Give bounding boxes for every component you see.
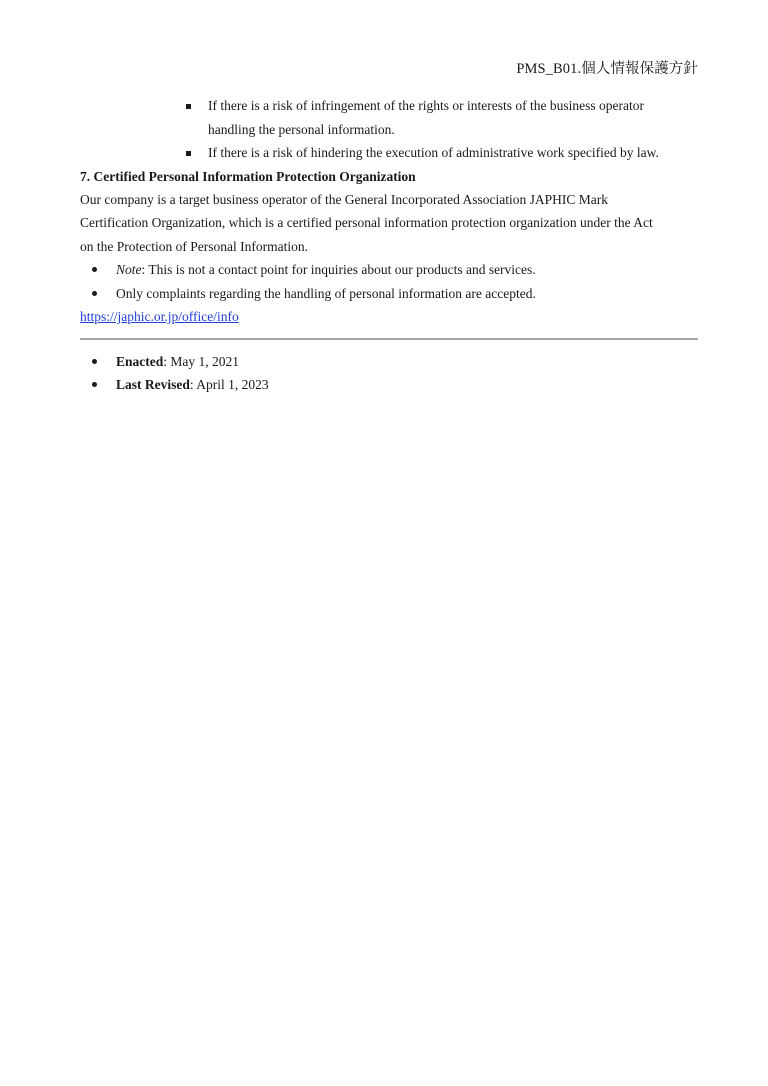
exception-list [80, 94, 698, 165]
revision-list [80, 350, 698, 397]
dot-bullet-icon [92, 359, 97, 364]
paragraph-line: Our company is a target business operator of the General Incorporated Association JAPHIC Mark [80, 191, 608, 207]
list-item-note [80, 258, 698, 282]
list-item [80, 141, 698, 165]
horizontal-divider [80, 338, 698, 340]
notice-list [80, 258, 698, 305]
list-item [80, 94, 698, 141]
list-item-revised [80, 373, 698, 397]
document-body [80, 94, 698, 397]
square-bullet-icon [186, 104, 191, 109]
note-label: Note [116, 262, 142, 277]
japhic-link[interactable]: https://japhic.or.jp/office/info [80, 309, 239, 324]
list-item-text-line1: If there is a risk of infringement of the rights or interests of the business operator [208, 98, 645, 113]
list-item-complaints [80, 282, 698, 306]
dot-bullet-icon [92, 382, 97, 387]
list-item-text-line2: handling the personal information. [208, 121, 395, 137]
dot-bullet-icon [92, 267, 97, 272]
square-bullet-icon [186, 151, 191, 156]
paragraph-line: Certification Organization, which is a certified personal information protection organization under the Act [80, 215, 653, 230]
list-item-enacted [80, 350, 698, 374]
enacted-value: : May 1, 2021 [163, 353, 239, 369]
dot-bullet-icon [92, 291, 97, 296]
paragraph-line: on the Protection of Personal Information. [80, 238, 308, 254]
document-id-header: PMS_B01.個人情報保護方針 [516, 61, 698, 77]
section-paragraph [80, 188, 698, 259]
note-text: : This is not a contact point for inquiries about our products and services. [141, 262, 536, 277]
list-item-text-line1: If there is a risk of hindering the execution of administrative work specified by law. [208, 145, 659, 160]
section-heading: 7. Certified Personal Information Protection Organization [80, 168, 416, 184]
revised-label: Last Revised [116, 377, 190, 392]
complaints-text: Only complaints regarding the handling of personal information are accepted. [116, 285, 536, 301]
revised-value: : April 1, 2023 [189, 377, 269, 392]
enacted-label: Enacted [116, 353, 164, 369]
